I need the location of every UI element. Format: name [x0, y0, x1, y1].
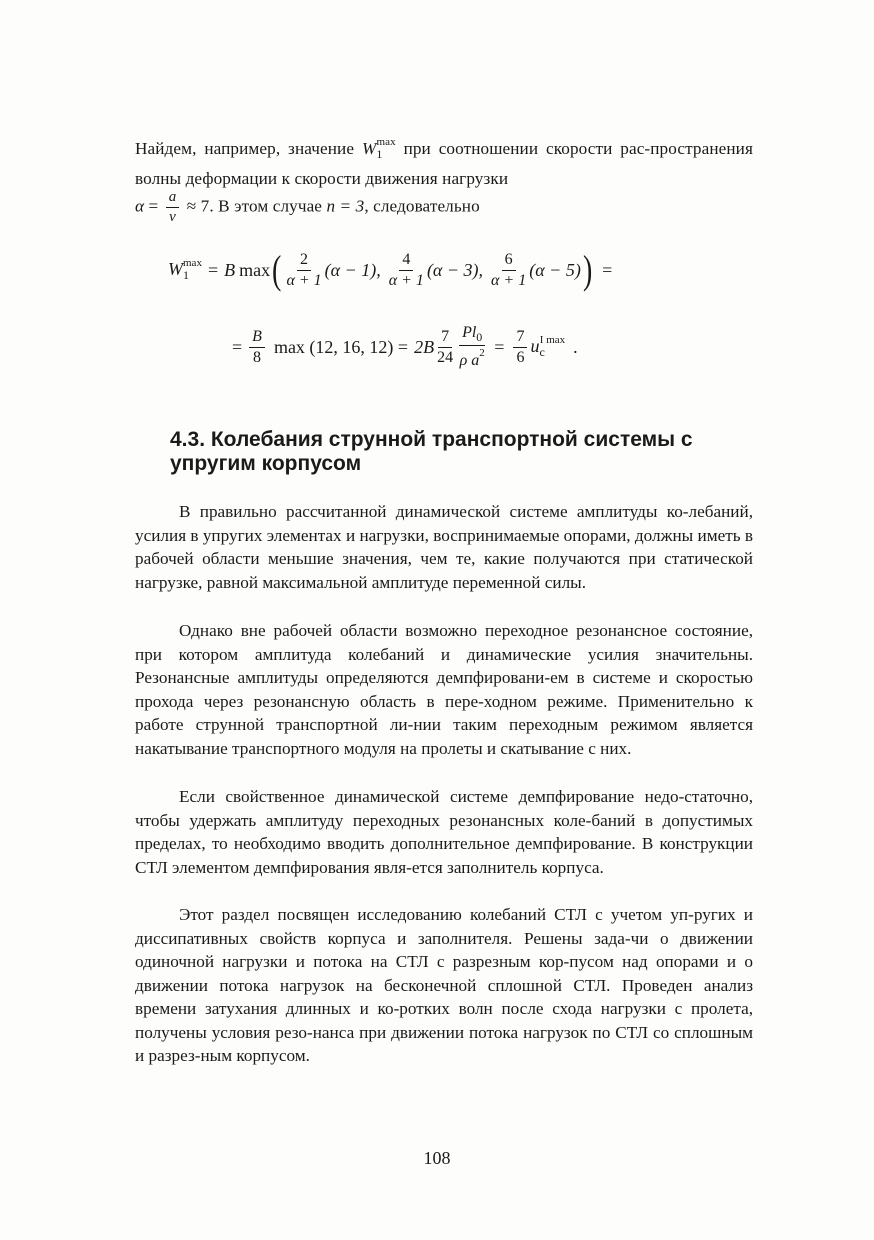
formula1-term3-fraction	[491, 252, 526, 289]
section-heading: 4.3. Колебания струнной транспортной системы с упругим корпусом	[170, 428, 693, 475]
intro-approx: ≈ 7. В этом случае	[186, 196, 323, 216]
u-letter: u	[530, 336, 540, 356]
fraction-denominator: v	[169, 209, 176, 225]
term2-denominator: α + 1	[388, 271, 424, 289]
formula1-w	[168, 257, 202, 283]
u-subscript: c	[539, 345, 545, 359]
pl-over-rho-a2-fraction	[459, 325, 485, 369]
formula1-close-paren: )	[582, 247, 593, 292]
formula1-end-eq: =	[602, 259, 613, 280]
b-numerator: B	[249, 329, 265, 348]
body-paragraph-3: Если свойственное динамической системе демпфирование недо-статочно, чтобы удержать амплитуду переходных резонансных коле-баний в допустимых пределах, то необходимо вводить дополнительное демпфирование. В конструкции СТЛ элементом демпфирования явля-ется заполнитель корпуса.	[135, 787, 753, 877]
pl-subscript: 0	[476, 330, 483, 344]
page-number: 108	[423, 1148, 451, 1168]
formula1-w-sub: 1	[183, 268, 189, 282]
term1-numerator: 2	[297, 252, 311, 271]
formula1-term2-fraction	[389, 252, 424, 289]
formula2-eq2: =	[494, 336, 505, 357]
body-paragraph-2: Однако вне рабочей области возможно переходное резонансное состояние, при котором амплитуда колебаний и динамические усилия значительны. Резонансные амплитуды определяются демпфировани-ем в системе и скоростью прохода через резонансную область в пере-ходном режиме. Применительно к работе струнной транспортной ли-нии таким переходным режимом является накатывание транспортного модуля на пролеты и скатывание с них.	[135, 621, 753, 758]
twentyfour-denominator: 24	[437, 348, 454, 366]
formula1-b: B	[224, 259, 236, 280]
seven-six-numerator: 7	[513, 329, 527, 348]
intro-eq-sign: =	[148, 196, 159, 216]
fraction-numerator: a	[166, 190, 180, 208]
u-superscript: I max	[539, 334, 566, 346]
formula1-open-paren: (	[272, 247, 282, 292]
pl-numerator	[459, 325, 485, 346]
u-symbol	[530, 334, 565, 360]
term1-factor: (α − 1),	[324, 259, 381, 280]
formula2-max: max (12, 16, 12) =	[273, 336, 409, 357]
formula1-eq: =	[207, 259, 219, 280]
term3-numerator: 6	[502, 252, 516, 271]
intro-tail: , следовательно	[364, 196, 480, 216]
formula2-eq1: =	[232, 336, 243, 357]
w-symbol	[361, 136, 396, 161]
formula1-w-letter: W	[168, 259, 183, 279]
rho-a-text: ρ a	[459, 352, 480, 369]
formula1-max: max	[239, 259, 271, 280]
intro-paragraph	[135, 131, 753, 225]
alpha-symbol: α	[135, 196, 145, 216]
term3-factor: (α − 5)	[529, 259, 581, 280]
n-equals: n = 3	[326, 196, 365, 216]
term1-denominator: α + 1	[286, 271, 322, 289]
rho-a2-denominator	[460, 346, 485, 369]
intro-text-start: Найдем, например, значение	[135, 139, 355, 158]
seven-over-24-fraction	[437, 329, 453, 366]
formula2-coef: 2B	[414, 336, 435, 357]
six-denominator: 6	[516, 348, 525, 366]
w-letter: W	[361, 139, 377, 158]
a-over-v-fraction	[166, 190, 180, 225]
w-subscript: 1	[376, 147, 383, 161]
formula1-term1-fraction	[286, 252, 321, 289]
formula2-period: .	[573, 336, 578, 357]
seven-numerator: 7	[438, 329, 452, 348]
formula1-w-sup: max	[183, 257, 202, 269]
seven-over-six-fraction	[513, 329, 527, 366]
intro-text-middle: при соотношении скорости рас-пространения волны деформации к скорости движения нагрузки	[135, 139, 753, 188]
formula-line-1	[168, 247, 613, 292]
eight-denominator: 8	[253, 348, 262, 366]
term3-denominator: α + 1	[491, 271, 527, 289]
pl-text: Pl	[462, 324, 477, 341]
term2-numerator: 4	[399, 252, 413, 271]
b-over-8-fraction	[249, 329, 265, 366]
a-squared: 2	[479, 347, 485, 359]
body-paragraph-1: В правильно рассчитанной динамической системе амплитуды ко-лебаний, усилия в упругих элементах и нагрузки, воспринимаемые опорами, должны иметь в рабочей области меньшие значения, чем те, какие получаются при статической нагрузке, равной максимальной амплитуде переменной силы.	[135, 502, 753, 592]
w-superscript: max	[376, 136, 396, 148]
term2-factor: (α − 3),	[426, 259, 484, 280]
body-paragraph-4: Этот раздел посвящен исследованию колебаний СТЛ с учетом уп-ругих и диссипативных свойств корпуса и заполнителя. Решены зада-чи о движении одиночной нагрузки и потока на СТЛ с разрезным кор-пусом над опорами и о движении потока нагрузок на бесконечной сплошной СТЛ. Проведен анализ времени затухания длинных и ко-ротких волн после схода нагрузки с пролета, получены условия резо-нанса при движении потока нагрузок по СТЛ со сплошным и разрез-ным корпусом.	[135, 905, 753, 1065]
formula-line-2	[232, 325, 578, 369]
